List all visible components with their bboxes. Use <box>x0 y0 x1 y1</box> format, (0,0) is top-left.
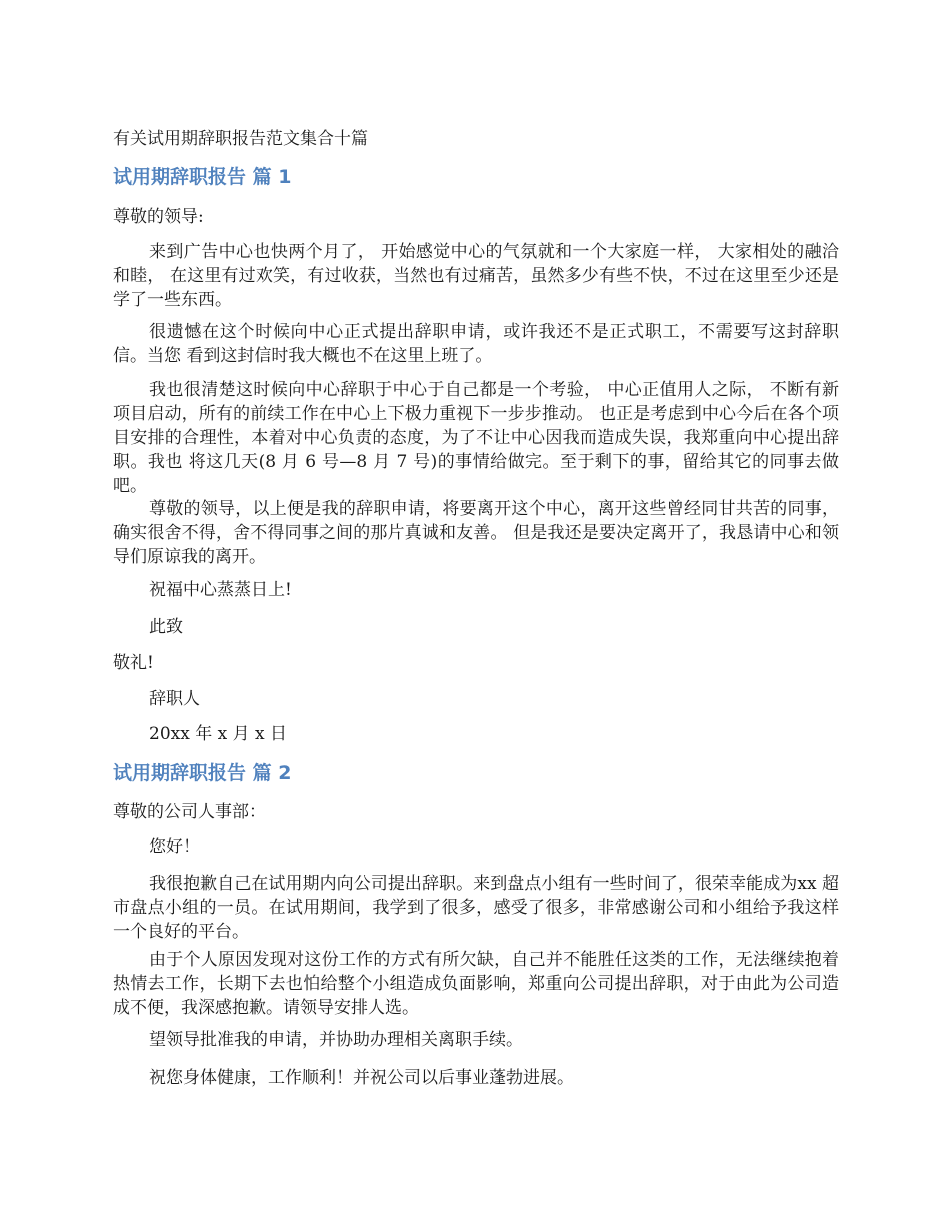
paragraph-2-2: 由于个人原因发现对这份工作的方式有所欠缺，自己并不能胜任这类的工作，无法继续抱着热情去工作，长期下去也怕给整个小组造成负面影响，郑重向公司提出辞职，对于由此为公司造成不便，我深感抱歉。请领导安排人选。 <box>113 950 839 1018</box>
salutation-2: 尊敬的公司人事部： <box>113 802 266 822</box>
wish-line: 祝福中心蒸蒸日上! <box>149 580 292 600</box>
greeting-line: 您好！ <box>149 837 200 857</box>
salutation-1: 尊敬的领导: <box>113 207 204 227</box>
closing-line: 此致 <box>149 617 183 637</box>
paragraph-2-3: 望领导批准我的申请，并协助办理相关离职手续。 <box>149 1030 523 1050</box>
section-heading-2: 试用期辞职报告 篇 2 <box>113 762 292 784</box>
paragraph-2-4: 祝您身体健康，工作顺利！并祝公司以后事业蓬勃进展。 <box>149 1068 574 1088</box>
paragraph-2-1: 我很抱歉自己在试用期内向公司提出辞职。来到盘点小组有一些时间了，很荣幸能成为xx 超市盘点小组的一员。在试用期间，我学到了很多，感受了很多，非常感谢公司和小组给予我这样一个良好的平台。 <box>113 874 839 942</box>
paragraph-1-3: 我也很清楚这时候向中心辞职于中心于自己都是一个考验， 中心正值用人之际， 不断有新项目启动，所有的前续工作在中心上下极力重视下一步步推动。 也正是考虑到中心今后在各个项目安排的合理性，本着对中心负责的态度，为了不让中心因我而造成失误，我郑重向中心提出辞职。我也 将这几天(8 月 6 号—8 月 7 号)的事情给做完。至于剩下的事，留给其它的同事去做吧。 <box>113 380 839 496</box>
document-title: 有关试用期辞职报告范文集合十篇 <box>113 129 368 149</box>
paragraph-1-1: 来到广告中心也快两个月了， 开始感觉中心的气氛就和一个大家庭一样， 大家相处的融洽和睦， 在这里有过欢笑，有过收获，当然也有过痛苦，虽然多少有些不快，不过在这里至少还是学了一些东西。 <box>113 242 839 310</box>
section-heading-1: 试用期辞职报告 篇 1 <box>113 166 292 188</box>
paragraph-1-2: 很遗憾在这个时候向中心正式提出辞职申请，或许我还不是正式职工，不需要写这封辞职信。当您 看到这封信时我大概也不在这里上班了。 <box>113 322 839 366</box>
salute-line: 敬礼! <box>113 653 154 673</box>
signer-line: 辞职人 <box>149 689 200 709</box>
paragraph-1-4: 尊敬的领导，以上便是我的辞职申请，将要离开这个中心，离开这些曾经同甘共苦的同事，确实很舍不得，舍不得同事之间的那片真诚和友善。 但是我还是要决定离开了，我恳请中心和领导们原谅我的离开。 <box>113 499 839 567</box>
date-line: 20xx 年 x 月 x 日 <box>149 724 288 744</box>
